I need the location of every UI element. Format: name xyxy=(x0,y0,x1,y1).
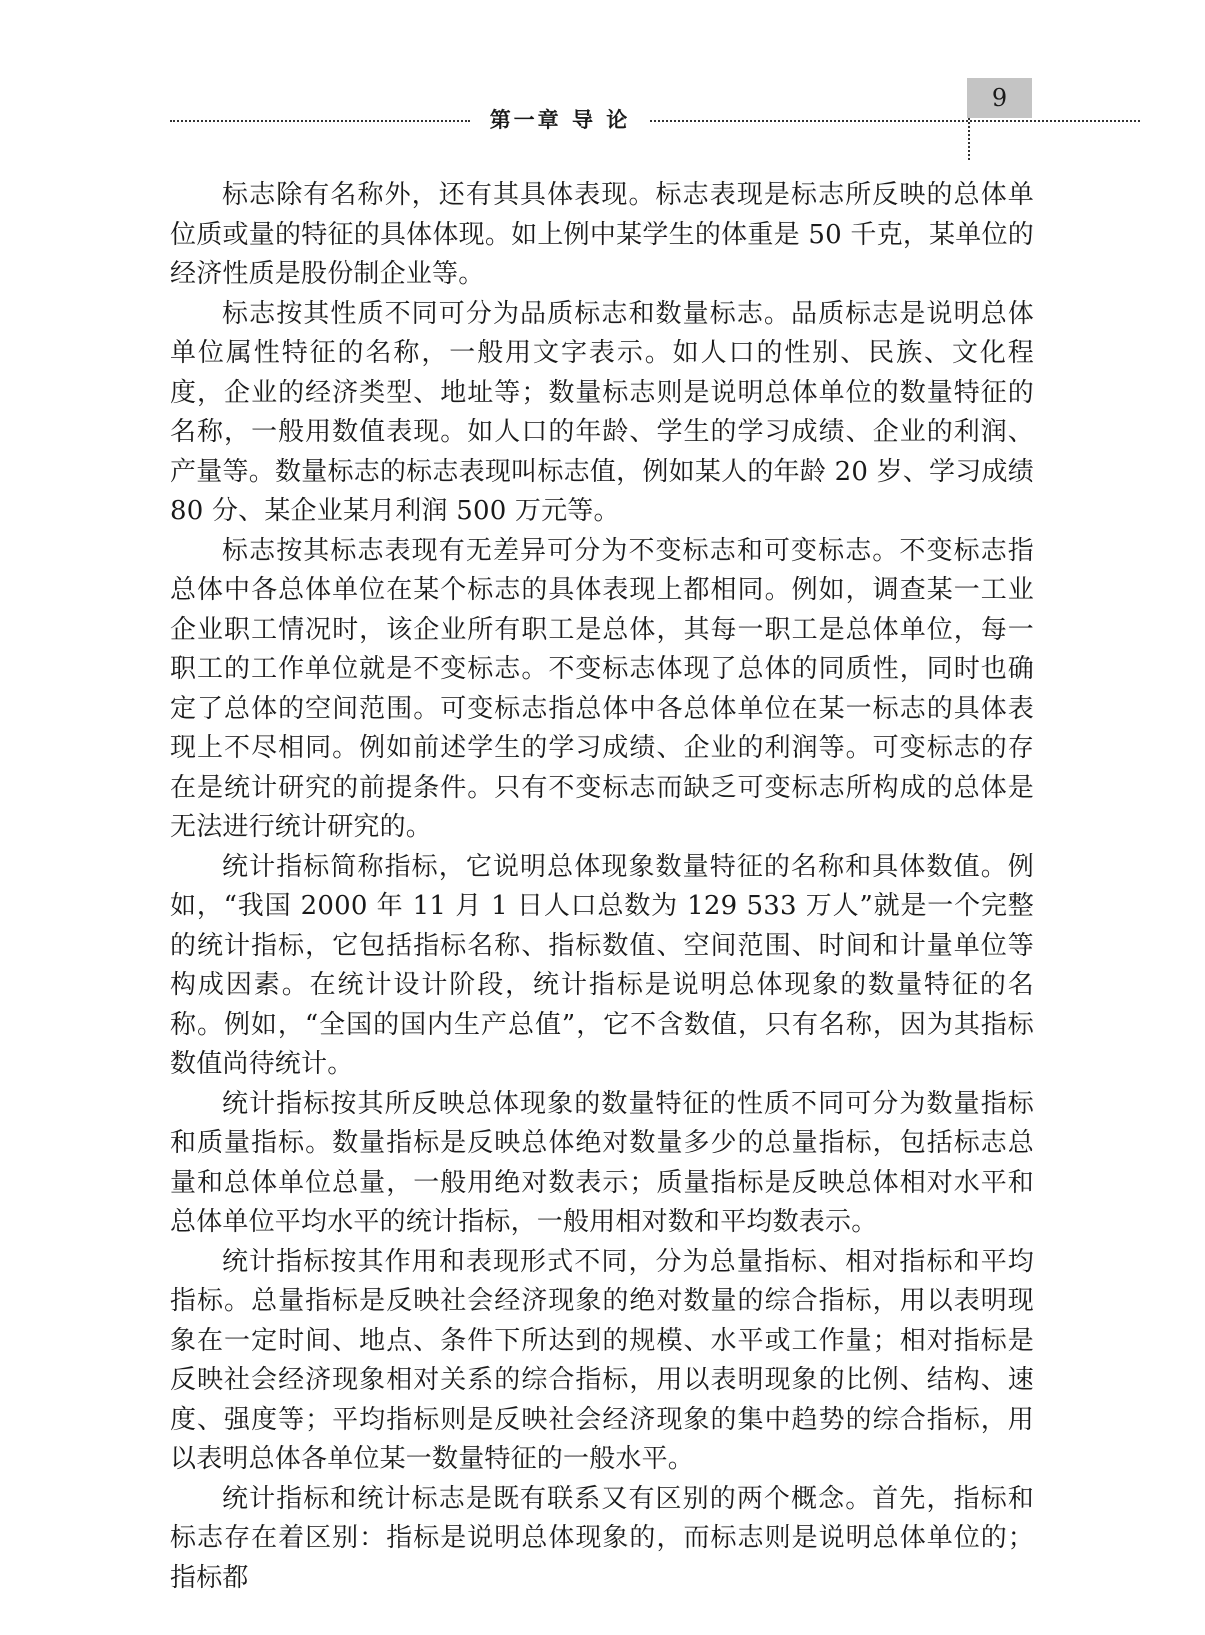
page-number-dotted-rule xyxy=(968,118,970,160)
paragraph: 标志按其性质不同可分为品质标志和数量标志。品质标志是说明总体单位属性特征的名称，一般用文字表示。如人口的性别、民族、文化程度，企业的经济类型、地址等；数量标志则是说明总体单位的数量特征的名称，一般用数值表现。如人口的年龄、学生的学习成绩、企业的利润、产量等。数量标志的标志表现叫标志值，例如某人的年龄 20 岁、学习成绩 80 分、某企业某月利润 500 万元等。 xyxy=(170,298,1034,526)
paragraph: 统计指标按其作用和表现形式不同，分为总量指标、相对指标和平均指标。总量指标是反映社会经济现象的绝对数量的综合指标，用以表明现象在一定时间、地点、条件下所达到的规模、水平或工作量；相对指标是反映社会经济现象相对关系的综合指标，用以表明现象的比例、结构、速度、强度等；平均指标则是反映社会经济现象的集中趋势的综合指标，用以表明总体各单位某一数量特征的一般水平。 xyxy=(170,1246,1034,1474)
header-dotted-rule-right xyxy=(650,120,1140,122)
paragraph: 统计指标和统计标志是既有联系又有区别的两个概念。首先，指标和标志存在着区别：指标是说明总体现象的，而标志则是说明总体单位的；指标都 xyxy=(170,1483,1034,1593)
paragraph: 标志除有名称外，还有其具体表现。标志表现是标志所反映的总体单位质或量的特征的具体体现。如上例中某学生的体重是 50 千克，某单位的经济性质是股份制企业等。 xyxy=(170,180,1034,289)
chapter-title: 第一章 导 论 xyxy=(489,107,631,132)
paragraph: 统计指标按其所反映总体现象的数量特征的性质不同可分为数量指标和质量指标。数量指标是反映总体绝对数量多少的总量指标，包括标志总量和总体单位总量，一般用绝对数表示；质量指标是反映总体相对水平和总体单位平均水平的统计指标，一般用相对数和平均数表示。 xyxy=(170,1088,1034,1237)
header-dotted-rule-left xyxy=(170,120,470,122)
page-header xyxy=(170,100,1030,140)
page-number: 9 xyxy=(967,78,1032,118)
paragraph: 标志按其标志表现有无差异可分为不变标志和可变标志。不变标志指总体中各总体单位在某个标志的具体表现上都相同。例如，调查某一工业企业职工情况时，该企业所有职工是总体，其每一职工是总体单位，每一职工的工作单位就是不变标志。不变标志体现了总体的同质性，同时也确定了总体的空间范围。可变标志指总体中各总体单位在某一标志的具体表现上不尽相同。例如前述学生的学习成绩、企业的利润等。可变标志的存在是统计研究的前提条件。只有不变标志而缺乏可变标志所构成的总体是无法进行统计研究的。 xyxy=(170,535,1034,842)
paragraph: 统计指标简称指标，它说明总体现象数量特征的名称和具体数值。例如，“我国 2000 年 11 月 1 日人口总数为 129 533 万人”就是一个完整的统计指标，它包括指标名称、指标数值、空间范围、时间和计量单位等构成因素。在统计设计阶段，统计指标是说明总体现象的数量特征的名称。例如，“全国的国内生产总值”，它不含数值，只有名称，因为其指标数值尚待统计。 xyxy=(170,851,1034,1079)
body-text xyxy=(170,176,1034,1598)
